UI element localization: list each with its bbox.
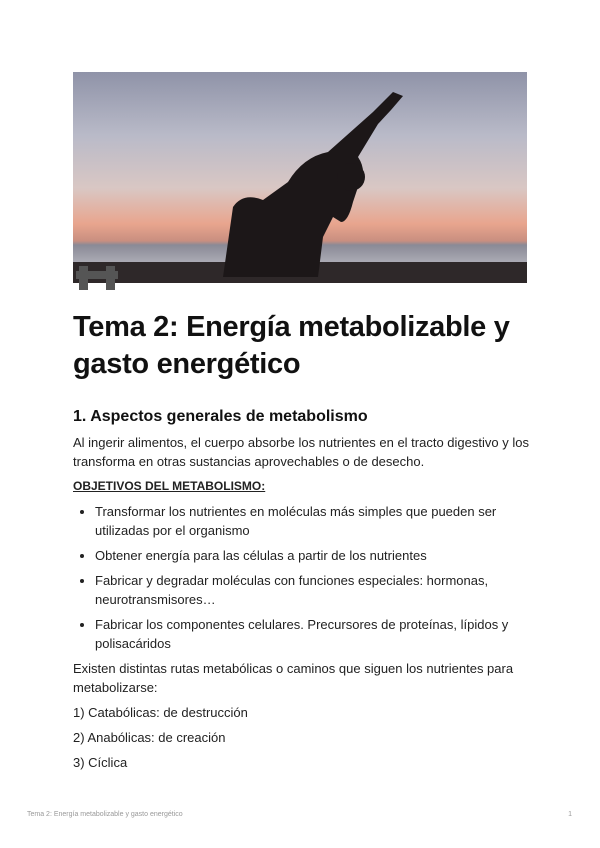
intro-paragraph: Al ingerir alimentos, el cuerpo absorbe los nutrientes en el tracto digestivo y los transforma en otras sustancias aprovechables o de desecho.	[73, 435, 529, 469]
section-body	[73, 433, 533, 778]
routes-intro: Existen distintas rutas metabólicas o caminos que siguen los nutrientes para metabolizarse:	[73, 661, 514, 695]
section-heading: 1. Aspectos generales de metabolismo	[73, 408, 368, 425]
route-item: 2) Anabólicas: de creación	[73, 730, 226, 745]
cover-image	[73, 72, 527, 283]
list-item: • Obtener energía para las células a partir de los nutrientes	[95, 546, 533, 565]
list-item: • Fabricar los componentes celulares. Precursores de proteínas, lípidos y polisacáridos	[95, 615, 533, 653]
dumbbell-icon	[76, 264, 118, 292]
yoga-silhouette	[73, 72, 527, 283]
footer-title: Tema 2: Energía metabolizable y gasto energético	[27, 811, 183, 818]
list-item: • Transformar los nutrientes en moléculas más simples que pueden ser utilizadas por el organismo	[95, 502, 533, 540]
page-title: Tema 2: Energía metabolizable y gasto energético	[73, 311, 510, 380]
route-item: 3) Cíclica	[73, 755, 128, 770]
list-item: • Fabricar y degradar moléculas con funciones especiales: hormonas, neurotransmisores…	[95, 571, 533, 609]
objectives-label: OBJETIVOS DEL METABOLISMO:	[73, 479, 266, 493]
page-number: 1	[568, 811, 572, 818]
objectives-list	[73, 502, 533, 653]
route-item: 1) Catabólicas: de destrucción	[73, 705, 248, 720]
